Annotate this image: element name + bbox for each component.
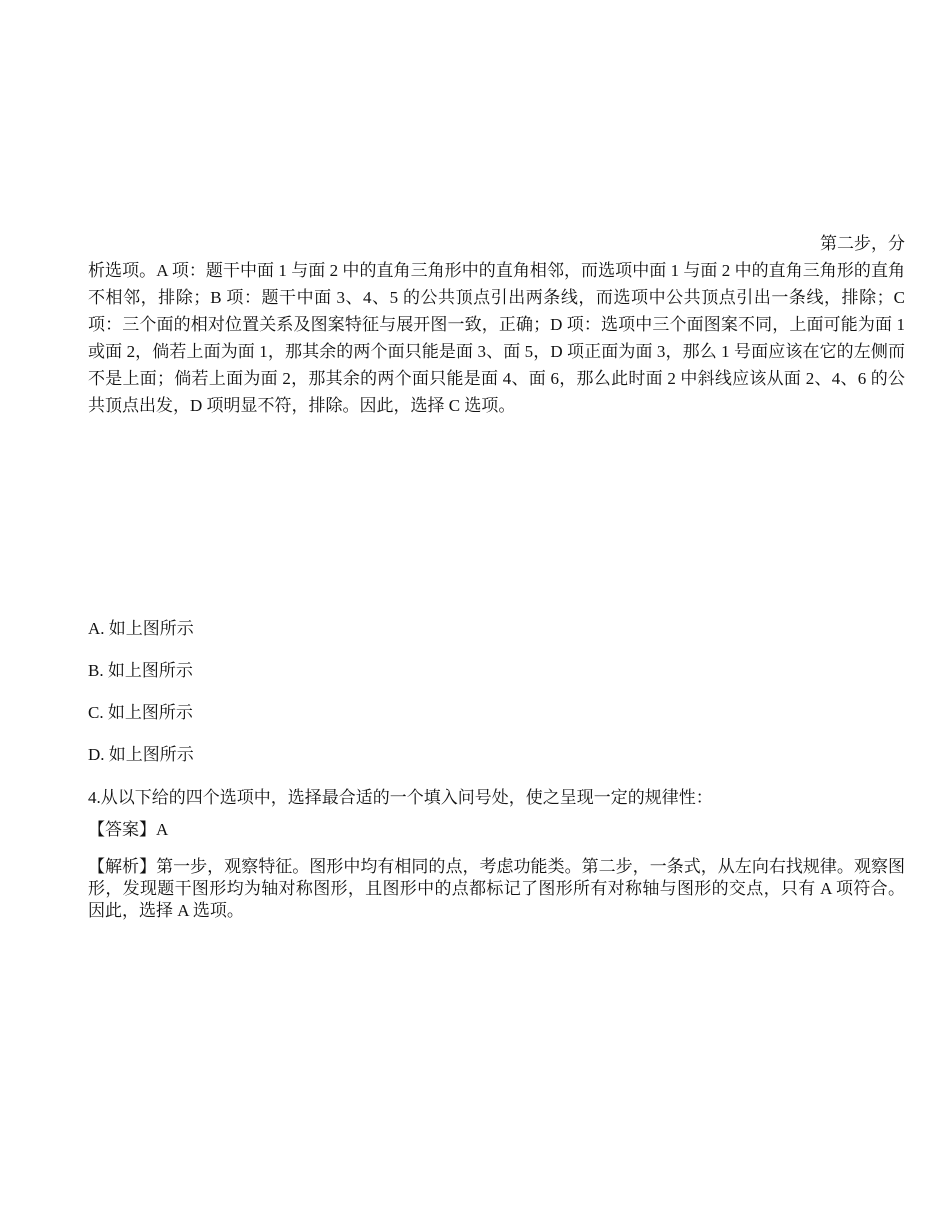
analysis-step-lead: 第二步，分 xyxy=(820,234,905,253)
option-a[interactable]: A. 如上图所示 xyxy=(88,619,194,638)
answer-line: 【答案】A xyxy=(88,820,169,839)
option-d[interactable]: D. 如上图所示 xyxy=(88,745,194,764)
explanation-paragraph: 【解析】第一步，观察特征。图形中均有相同的点，考虑功能类。第二步，一条式，从左向右找规律。观察图形，发现题干图形均为轴对称图形，且图形中的点都标记了图形所有对称轴与图形的交点，只有 A 项符合。因此，选择 A 选项。 xyxy=(88,857,905,920)
question-stem: 4.从以下给的四个选项中，选择最合适的一个填入问号处，使之呈现一定的规律性： xyxy=(88,788,713,807)
analysis-body-text: 析选项。A 项：题干中面 1 与面 2 中的直角三角形中的直角相邻，而选项中面 1 与面 2 中的直角三角形的直角不相邻，排除；B 项：题干中面 3、4、5 的公共顶点引出两条线，而选项中公共顶点引出一条线，排除；C 项：三个面的相对位置关系及图案特征与展开图一致，正确；D 项：选项中三个面图案不同，上面可能为面 1 或面 2，倘若上面为面 1，那其余的两个面只能是面 3、面 5，D 项正面为面 3，那么 1 号面应该在它的左侧而不是上面；倘若上面为面 2，那其余的两个面只能是面 4、面 6，那么此时面 2 中斜线应该从面 2、4、6 的公共顶点出发，D 项明显不符，排除。因此，选择 C 选项。 xyxy=(88,261,905,415)
option-c[interactable]: C. 如上图所示 xyxy=(88,703,193,722)
previous-question-analysis xyxy=(88,230,905,419)
answer-options-list xyxy=(88,615,888,783)
option-b[interactable]: B. 如上图所示 xyxy=(88,661,193,680)
